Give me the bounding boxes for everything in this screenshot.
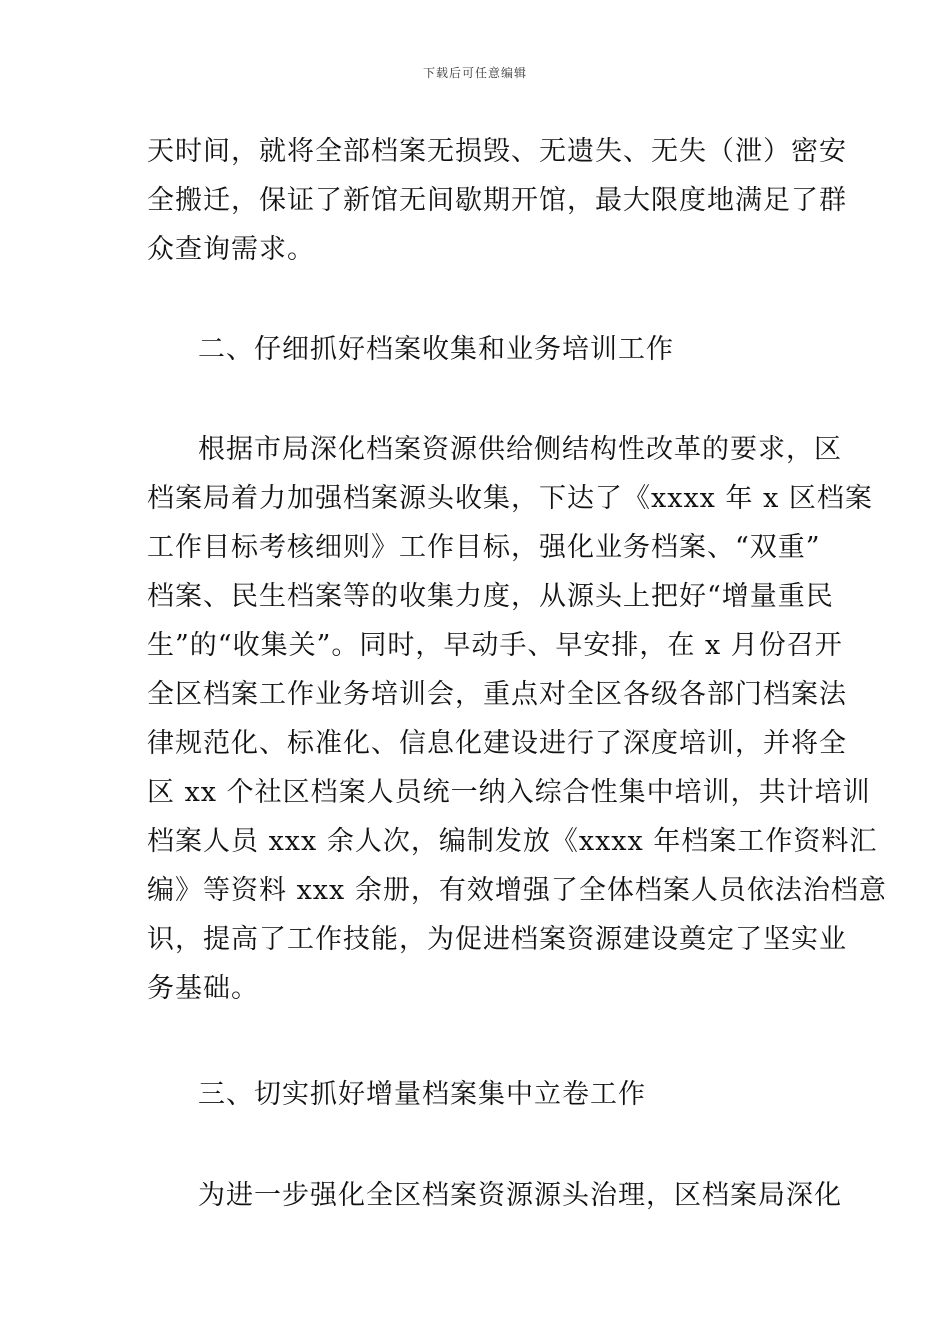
paragraph-1-line-1: 天时间，就将全部档案无损毁、无遗失、无失（泄）密安 [147, 136, 847, 167]
paragraph-2-line-6: 全区档案工作业务培训会，重点对全区各级各部门档案法 [147, 679, 847, 710]
page-header: 下载后可任意编辑 [422, 66, 527, 80]
paragraph-1-line-3: 众查询需求。 [147, 234, 315, 265]
paragraph-2-line-7: 律规范化、标准化、信息化建设进行了深度培训，并将全 [147, 728, 847, 759]
paragraph-2-line-1: 根据市局深化档案资源供给侧结构性改革的要求，区 [198, 434, 842, 465]
paragraph-2-line-2: 档案局着力加强档案源头收集，下达了《xxxx 年 x 区档案 [147, 483, 873, 514]
paragraph-2-line-9: 档案人员 xxx 余人次，编制发放《xxxx 年档案工作资料汇 [147, 826, 878, 857]
section-heading-3: 三、切实抓好增量档案集中立卷工作 [198, 1079, 646, 1110]
paragraph-2-line-11: 识，提高了工作技能，为促进档案资源建设奠定了坚实业 [147, 924, 847, 955]
paragraph-3-line-1: 为进一步强化全区档案资源源头治理，区档案局深化 [198, 1180, 842, 1211]
paragraph-2-line-4: 档案、民生档案等的收集力度，从源头上把好“增量重民 [147, 581, 834, 612]
paragraph-2-line-10: 编》等资料 xxx 余册，有效增强了全体档案人员依法治档意 [147, 875, 887, 906]
section-heading-2: 二、仔细抓好档案收集和业务培训工作 [198, 334, 674, 365]
paragraph-2-line-5: 生”的“收集关”。同时，早动手、早安排，在 x 月份召开 [147, 630, 843, 661]
paragraph-2-line-12: 务基础。 [147, 973, 259, 1004]
paragraph-1-line-2: 全搬迁，保证了新馆无间歇期开馆，最大限度地满足了群 [147, 185, 847, 216]
paragraph-2-line-3: 工作目标考核细则》工作目标，强化业务档案、“双重” [147, 532, 821, 563]
paragraph-2-line-8: 区 xx 个社区档案人员统一纳入综合性集中培训，共计培训 [147, 777, 871, 808]
